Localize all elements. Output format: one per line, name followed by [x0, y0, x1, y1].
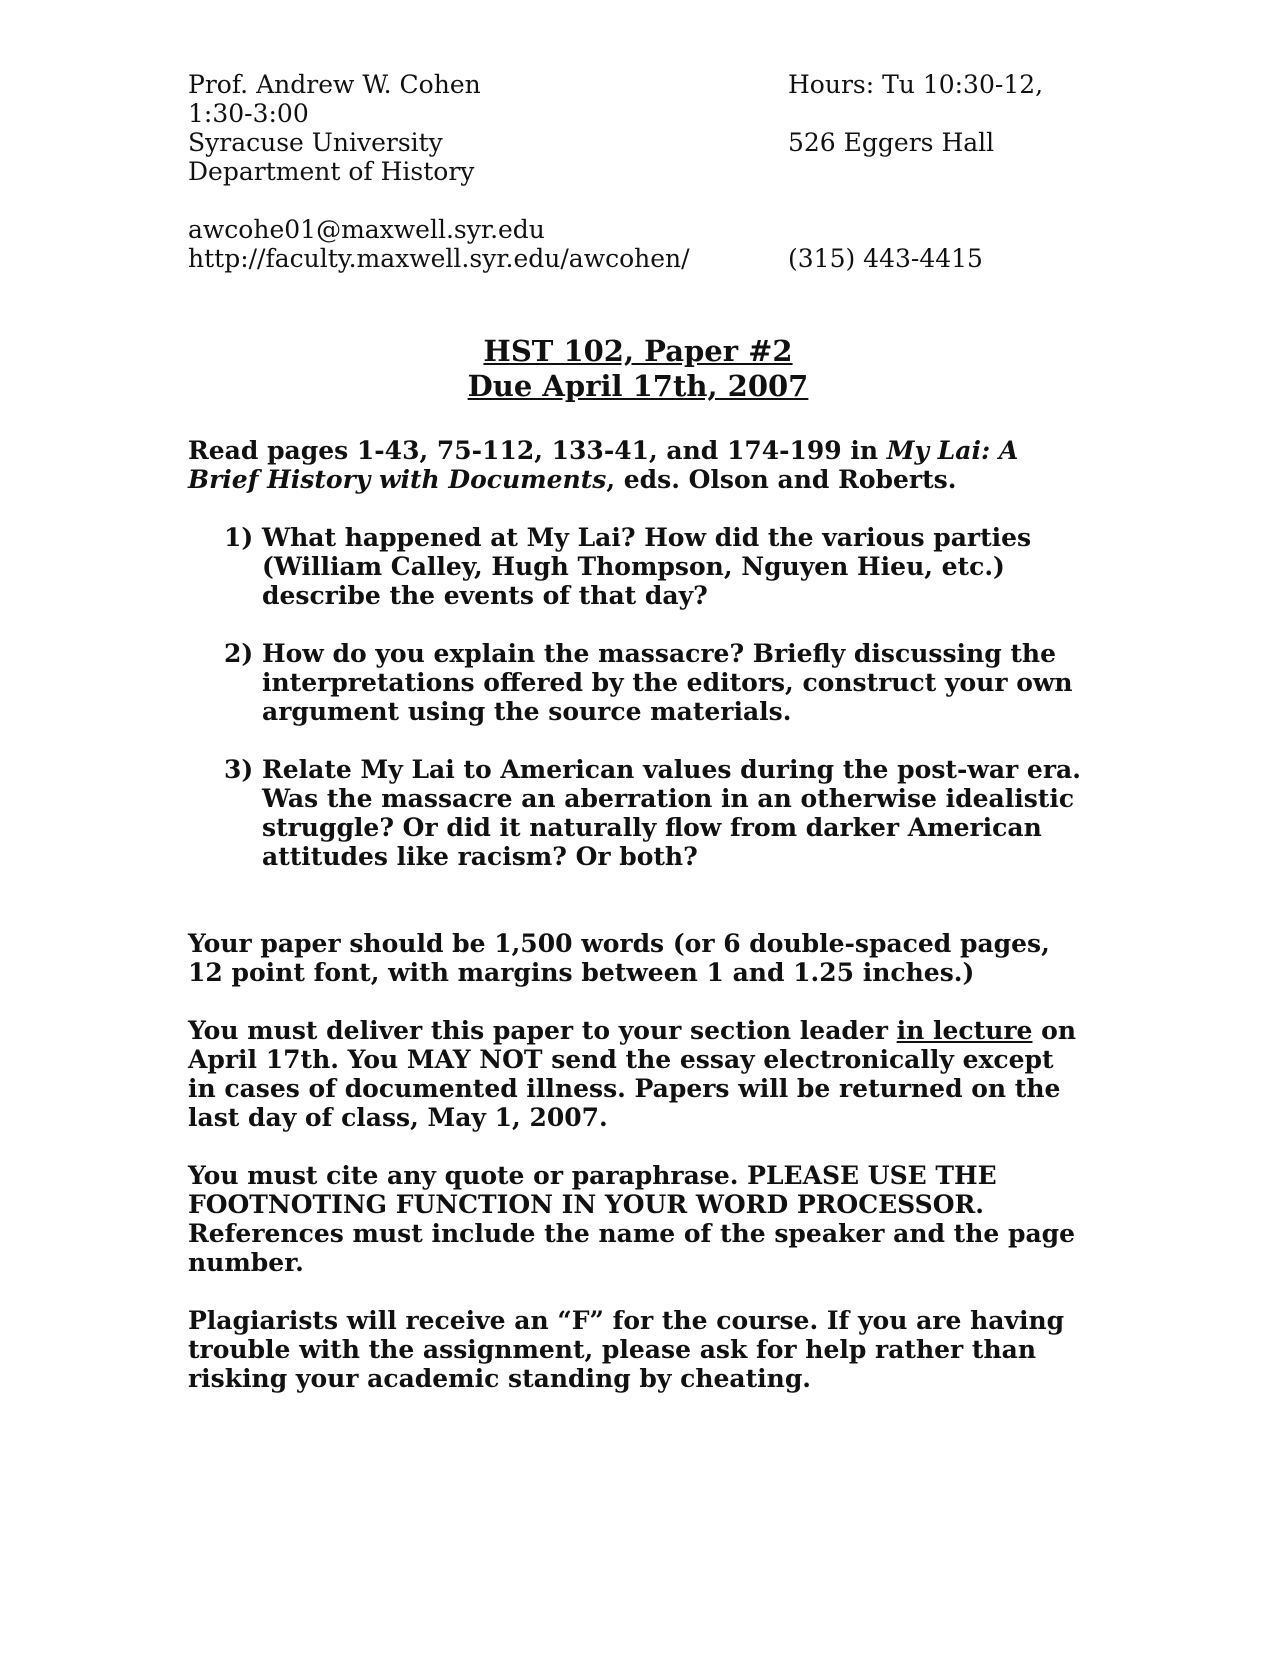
reading-suffix: , eds. Olson and Roberts.	[606, 465, 957, 494]
question-item	[188, 639, 1088, 726]
department-name: Department of History	[188, 157, 475, 186]
question-item	[188, 523, 1088, 610]
question-number: 3)	[224, 755, 254, 784]
delivery-instructions	[188, 1016, 1088, 1132]
office-hours: Hours: Tu 10:30-12,	[788, 70, 1044, 99]
question-number: 1)	[224, 523, 254, 552]
office-hours-continued: 1:30-3:00	[188, 99, 309, 128]
due-date-title: Due April 17th, 2007	[467, 369, 809, 403]
reading-prefix: Read pages 1-43, 75-112, 133-41, and 174-199 in	[188, 436, 887, 465]
professor-name: Prof. Andrew W. Cohen	[188, 70, 481, 99]
length-requirement: Your paper should be 1,500 words (or 6 double-spaced pages, 12 point font, with margins between 1 and 1.25 inches.)	[188, 929, 1050, 987]
university-name: Syracuse University	[188, 128, 443, 157]
delivery-suffix: on April 17th. You MAY NOT send the essay electronically except in cases of documented illness. Papers will be returned on the last day of class, May 1, 2007.	[188, 1016, 1077, 1132]
book-title: My Lai: A Brief History with Documents	[188, 436, 1019, 494]
phone-number: (315) 443-4415	[788, 244, 983, 273]
question-text: How do you explain the massacre? Briefly discussing the interpretations offered by the editors, construct your own argument using the source materials.	[262, 639, 1073, 726]
delivery-prefix: You must deliver this paper to your section leader	[188, 1016, 897, 1045]
question-text: Relate My Lai to American values during the post-war era. Was the massacre an aberration in an otherwise idealistic struggle? Or did it naturally flow from darker American attitudes like racism? Or both?	[262, 755, 1081, 871]
in-lecture-emphasis: in lecture	[896, 1016, 1033, 1045]
reading-assignment	[188, 436, 1088, 494]
email-address: awcohe01@maxwell.syr.edu	[188, 215, 545, 244]
question-item	[188, 755, 1088, 871]
question-text: What happened at My Lai? How did the various parties (William Calley, Hugh Thompson, Nguyen Hieu, etc.) describe the events of that day?	[262, 523, 1032, 610]
course-paper-title: HST 102, Paper #2	[483, 334, 793, 368]
document-page	[188, 70, 1088, 1393]
citation-requirement: You must cite any quote or paraphrase. PLEASE USE THE FOOTNOTING FUNCTION IN YOUR WORD PROCESSOR. References must include the name of the speaker and the page number.	[188, 1161, 1076, 1277]
header-block	[188, 70, 1088, 290]
question-number: 2)	[224, 639, 254, 668]
assignment-title	[188, 334, 1088, 404]
assignment-body	[188, 436, 1088, 1393]
website-url: http://faculty.maxwell.syr.edu/awcohen/	[188, 244, 690, 273]
office-location: 526 Eggers Hall	[788, 128, 995, 157]
plagiarism-warning: Plagiarists will receive an “F” for the course. If you are having trouble with the assignment, please ask for help rather than risking your academic standing by cheating.	[188, 1306, 1065, 1393]
